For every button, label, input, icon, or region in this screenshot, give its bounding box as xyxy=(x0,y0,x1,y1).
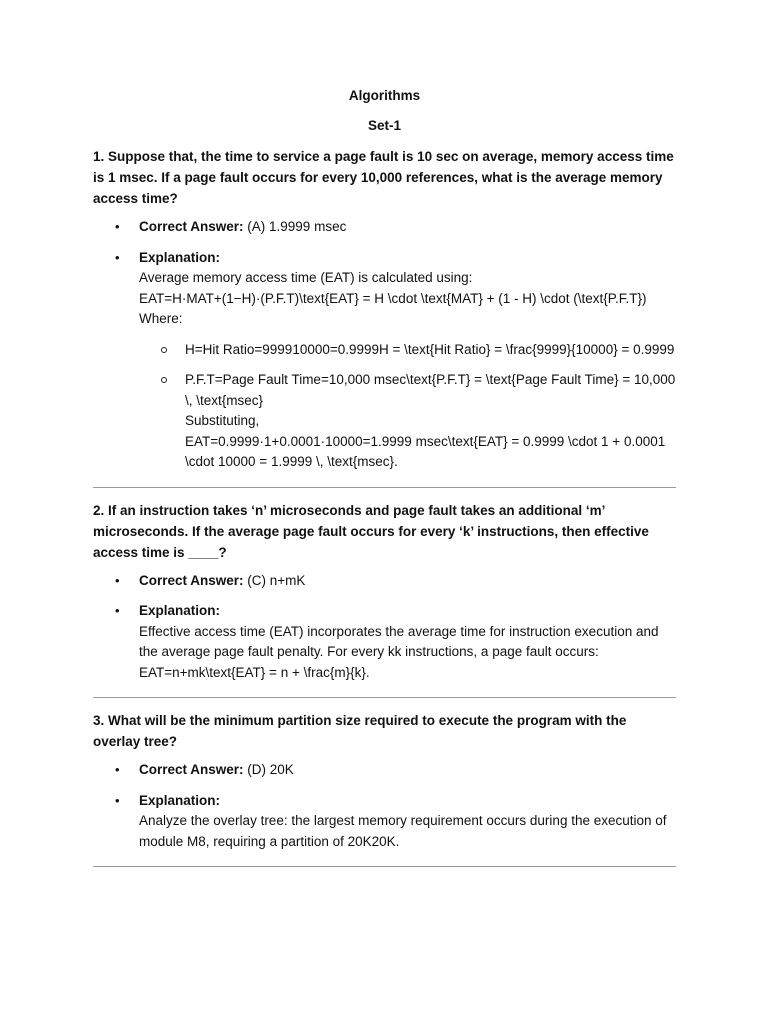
question-text: 1. Suppose that, the time to service a page fault is 10 sec on average, memory access time is 1 msec. If a page fault occurs for every 10,000 references, what is the average memory access time? xyxy=(93,149,674,206)
bullet-icon: • xyxy=(115,249,120,265)
bullet-icon: • xyxy=(115,219,120,234)
correct-answer-value: (A) 1.9999 msec xyxy=(243,219,347,234)
document-subtitle: Set-1 xyxy=(367,118,401,133)
bullet-icon: • xyxy=(115,603,120,618)
correct-answer-item xyxy=(93,760,676,781)
circle-bullet-icon xyxy=(161,347,167,353)
question-1 xyxy=(93,146,676,473)
question-text: 3. What will be the minimum partition size required to execute the program with the overlay tree? xyxy=(93,713,627,749)
sub-item xyxy=(139,340,676,361)
explanation-label: Explanation: xyxy=(139,792,221,808)
section-divider xyxy=(93,866,676,867)
explanation-line: Average memory access time (EAT) is calculated using: xyxy=(139,270,473,285)
sub-item-line: EAT=0.9999·1+0.0001·10000=1.9999 msec\text{EAT} = 0.9999 \cdot 1 + 0.0001 \cdot 10000 = 1.9999 \, \text{msec}. xyxy=(185,433,666,469)
explanation-label: Explanation: xyxy=(139,249,221,265)
question-text: 2. If an instruction takes ‘n’ microseconds and page fault takes an additional ‘m’ microseconds. If the average page fault occurs for every ‘k’ instructions, then effective access time is ____? xyxy=(93,502,649,560)
question-2 xyxy=(93,500,676,684)
correct-answer-value: (C) n+mK xyxy=(243,572,306,588)
bullet-icon: • xyxy=(115,762,120,777)
section-divider xyxy=(93,487,676,488)
explanation-item xyxy=(93,791,676,853)
section-divider xyxy=(93,697,676,698)
bullet-icon: • xyxy=(115,792,120,808)
correct-answer-label: Correct Answer: xyxy=(139,762,244,777)
document-title: Algorithms xyxy=(348,88,421,103)
correct-answer-value: (D) 20K xyxy=(243,762,294,777)
answer-list xyxy=(93,760,676,852)
sub-item xyxy=(139,370,676,473)
explanation-item xyxy=(93,248,676,473)
document-page xyxy=(93,86,676,879)
bullet-icon: • xyxy=(115,572,120,588)
explanation-line: EAT=H·MAT+(1−H)·(P.F.T)\text{EAT} = H \cdot \text{MAT} + (1 - H) \cdot (\text{P.F.T}) xyxy=(139,290,647,306)
answer-list xyxy=(93,571,676,684)
explanation-line: Where: xyxy=(139,311,183,326)
sub-item-line: Substituting, xyxy=(185,413,260,428)
explanation-sublist xyxy=(139,340,676,473)
explanation-line: Analyze the overlay tree: the largest memory requirement occurs during the execution of module M8, requiring a partition of 20K20K. xyxy=(139,813,667,849)
question-3 xyxy=(93,710,676,852)
correct-answer-item xyxy=(93,217,676,238)
correct-answer-item xyxy=(93,571,676,592)
circle-bullet-icon xyxy=(161,377,167,383)
correct-answer-label: Correct Answer: xyxy=(139,572,244,588)
correct-answer-label: Correct Answer: xyxy=(139,219,244,234)
answer-list xyxy=(93,217,676,473)
sub-item-line: P.F.T=Page Fault Time=10,000 msec\text{P.F.T} = \text{Page Fault Time} = 10,000 \, \text{msec} xyxy=(185,372,676,408)
explanation-item xyxy=(93,601,676,683)
explanation-label: Explanation: xyxy=(139,603,221,618)
sub-item-line: H=Hit Ratio=999910000=0.9999H = \text{Hit Ratio} = \frac{9999}{10000} = 0.9999 xyxy=(185,341,675,357)
explanation-line: Effective access time (EAT) incorporates the average time for instruction execution and the average page fault penalty. For every kk instructions, a page fault occurs: EAT=n+mk\text{EAT} = n + \frac{m}{k}. xyxy=(139,623,659,680)
